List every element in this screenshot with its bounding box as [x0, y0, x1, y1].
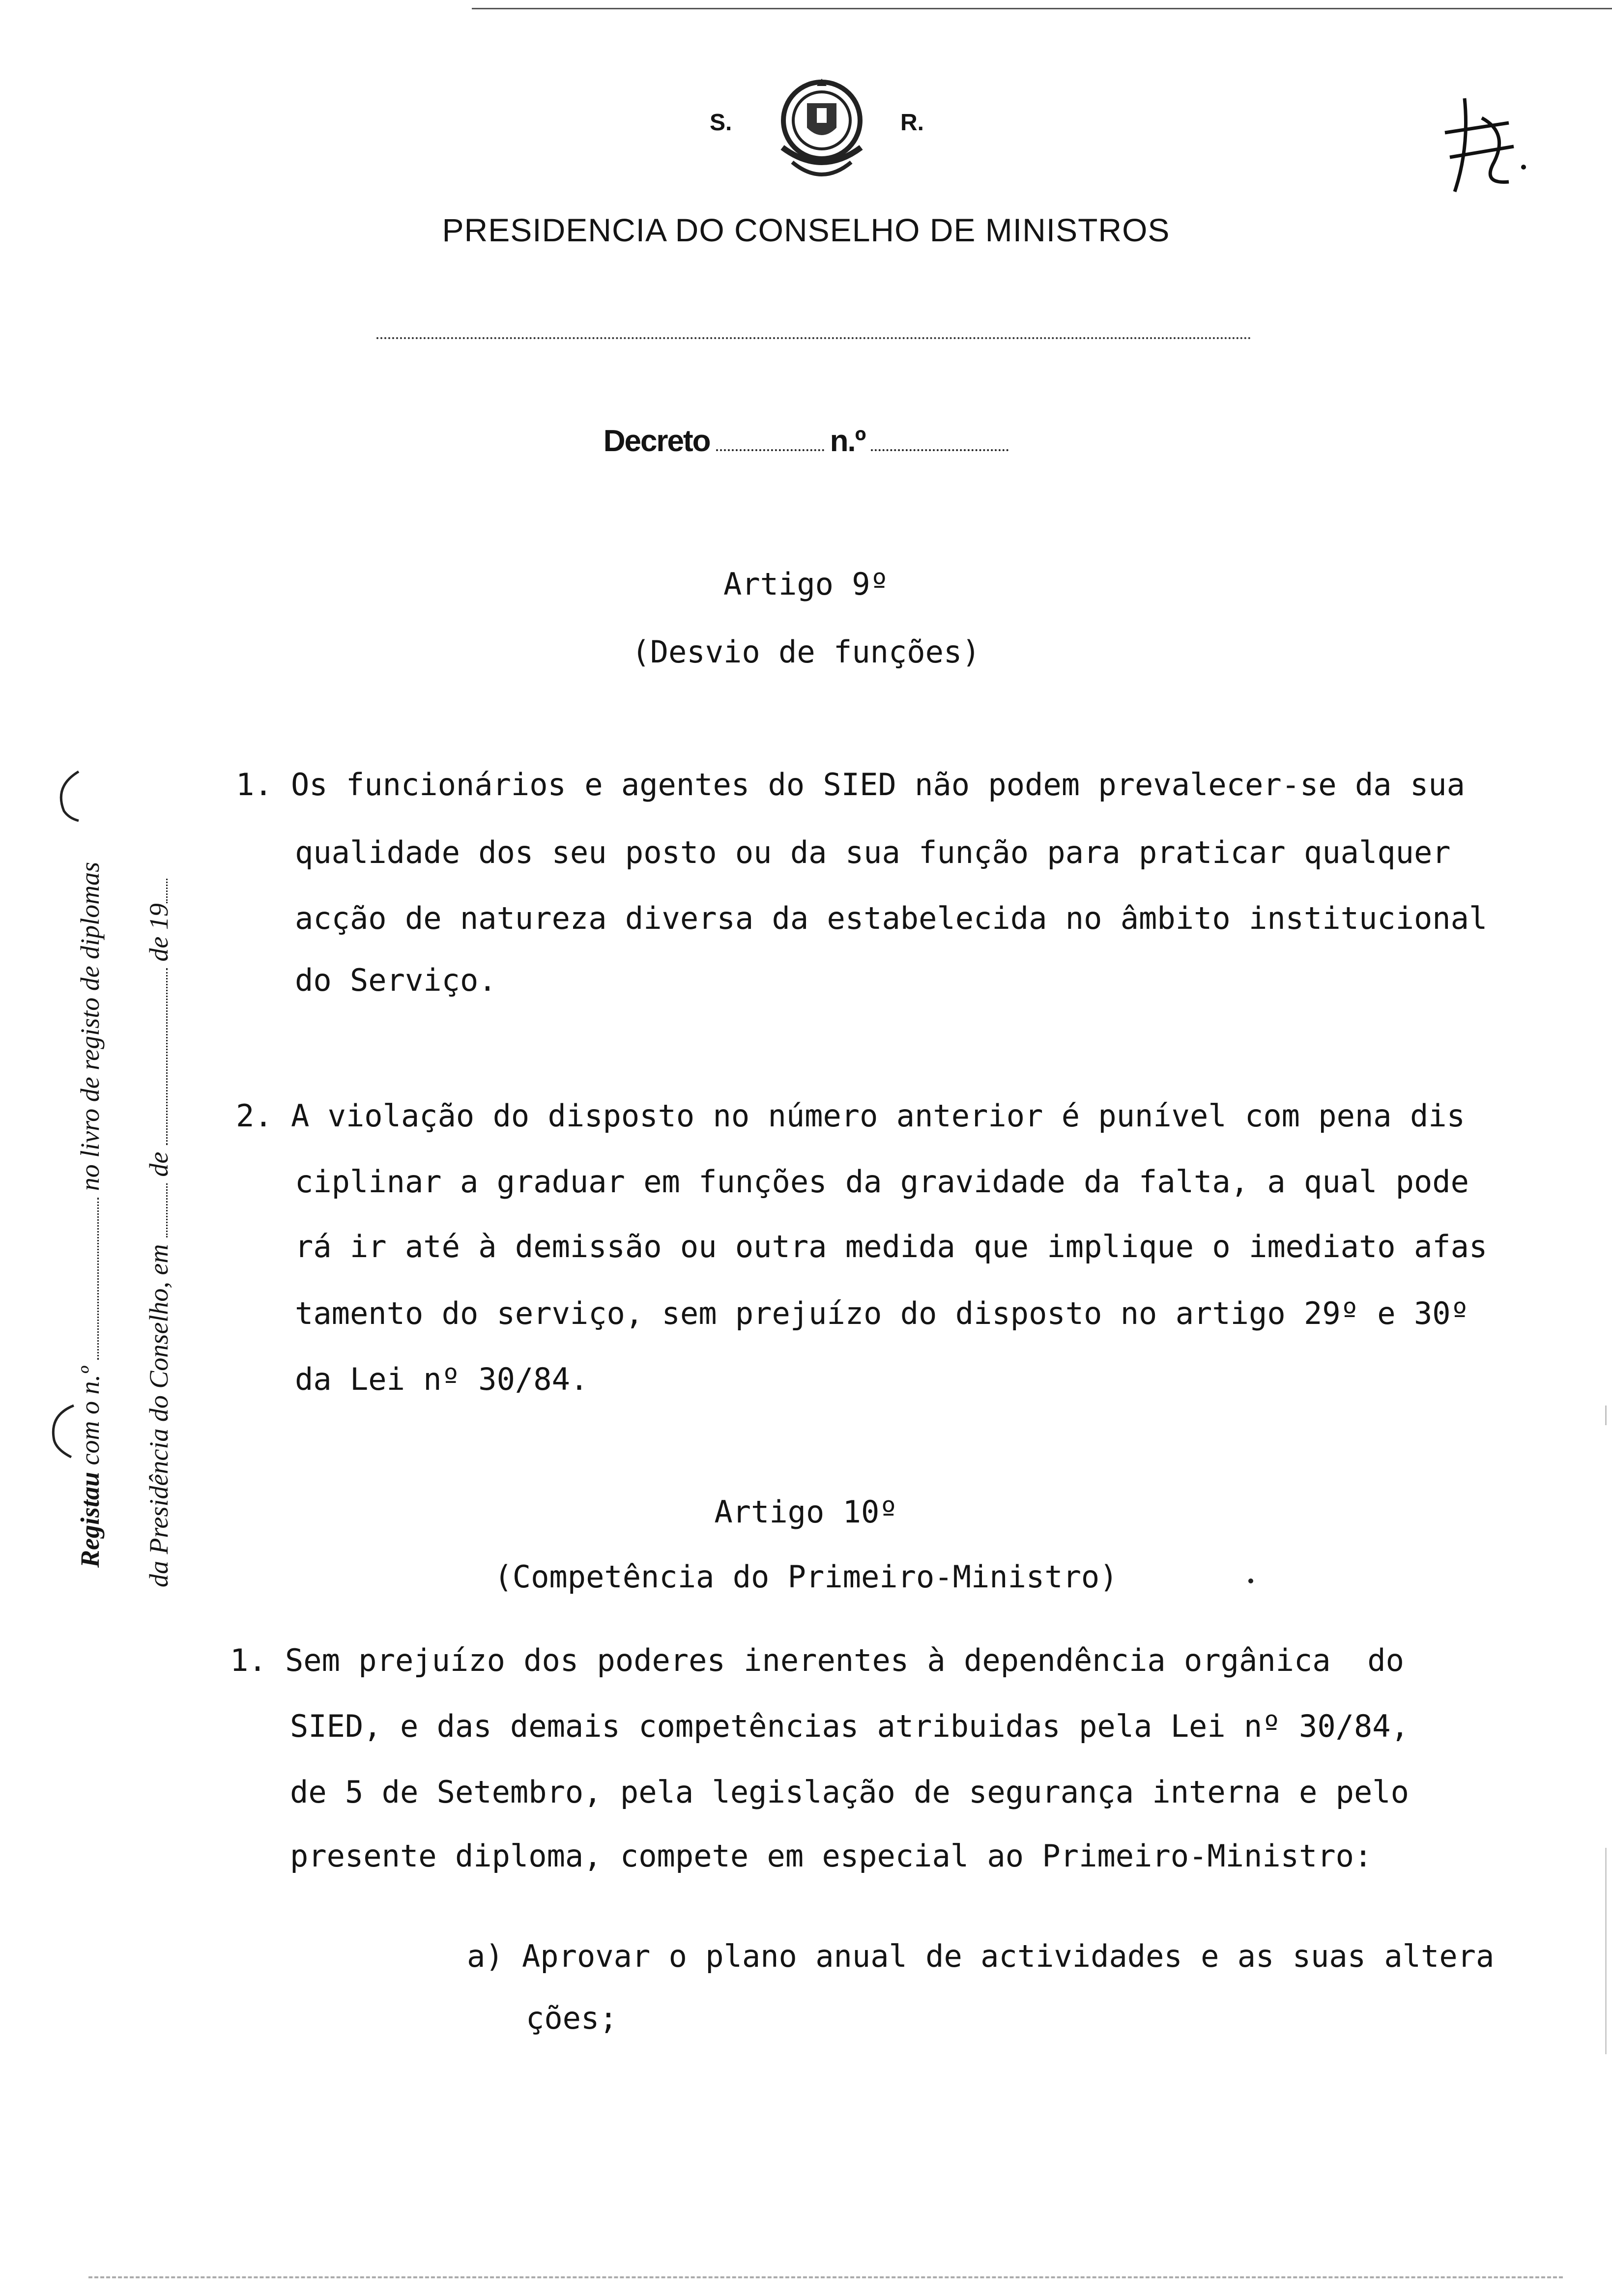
margin-registado-label: Registau: [75, 1471, 105, 1568]
margin-com-numero-label: com o n.º: [75, 1366, 105, 1465]
article-9-item-2-line-5: da Lei nº 30/84.: [295, 1361, 589, 1397]
article-10-title: Artigo 10º: [714, 1494, 898, 1530]
letterhead-dotted-separator: [376, 337, 1251, 339]
top-scan-rule: [472, 8, 1612, 9]
article-9-item-2-line-2: ciplinar a graduar em funções da gravidade da falta, a qual pode: [295, 1164, 1469, 1200]
margin-blank: [97, 1198, 99, 1360]
coat-of-arms-emblem: [768, 74, 876, 187]
margin-presidencia-label: da Presidência do Conselho, em: [144, 1244, 173, 1587]
margin-registration-line-2: [144, 879, 174, 1587]
decreto-label: Decreto: [603, 424, 710, 458]
margin-blank: [166, 879, 168, 903]
article-9-item-1-line-2: qualidade dos seu posto ou da sua função para praticar qualquer: [295, 834, 1451, 870]
margin-bracket-mark: [44, 1401, 79, 1460]
decreto-blank: [716, 449, 824, 451]
article-9-item-1-line-4: do Serviço.: [295, 962, 497, 998]
article-10-item-1-line-4: presente diploma, compete em especial ao Primeiro-Ministro:: [290, 1838, 1373, 1874]
article-9-item-1-line-3: acção de natureza diversa da estabelecida no âmbito institucional: [295, 900, 1488, 936]
article-9-item-1-line-1: 1. Os funcionários e agentes do SIED não podem prevalecer-se da sua: [236, 767, 1465, 803]
stray-dot-mark: [1248, 1578, 1253, 1583]
article-10-item-a-line-1: a) Aprovar o plano anual de actividades e as suas altera: [467, 1938, 1495, 1974]
article-10-subtitle: (Competência do Primeiro-Ministro): [494, 1559, 1118, 1595]
scan-edge-mark: [1605, 1406, 1607, 1425]
bottom-scan-rule: [88, 2276, 1563, 2280]
letterhead-left-letter: S.: [710, 110, 732, 136]
margin-registration-line-1: [75, 862, 105, 1568]
article-10-item-1-line-3: de 5 de Setembro, pela legislação de segurança interna e pelo: [290, 1774, 1409, 1810]
article-9-title: Artigo 9º: [723, 566, 889, 602]
letterhead-right-letter: R.: [900, 110, 924, 136]
ministry-heading: PRESIDENCIA DO CONSELHO DE MINISTROS: [442, 212, 1170, 248]
article-9-item-2-line-1: 2. A violação do disposto no número anterior é punível com pena dis: [236, 1098, 1465, 1134]
article-9-item-2-line-3: rá ir até à demissão ou outra medida que implique o imediato afas: [295, 1229, 1488, 1264]
numero-label: n.º: [830, 424, 865, 458]
margin-year-label: de 19: [144, 903, 173, 962]
margin-de-label: de: [144, 1151, 173, 1177]
margin-bracket-mark: [49, 767, 84, 826]
margin-blank: [166, 1183, 168, 1237]
article-9-item-2-line-4: tamento do serviço, sem prejuízo do disposto no artigo 29º e 30º: [295, 1295, 1469, 1331]
scan-edge-mark: [1605, 1848, 1607, 2054]
margin-livro-label: no livro de registo de diplomas: [75, 861, 105, 1191]
article-10-item-1-line-1: 1. Sem prejuízo dos poderes inerentes à dependência orgânica do: [230, 1642, 1404, 1678]
margin-blank: [166, 968, 168, 1145]
article-10-item-a-line-2: ções;: [526, 2000, 618, 2036]
numero-blank: [871, 449, 1008, 451]
article-9-subtitle: (Desvio de funções): [632, 634, 980, 670]
handwritten-signature-mark: [1435, 88, 1533, 201]
decree-number-line: [0, 424, 1612, 459]
article-10-item-1-line-2: SIED, e das demais competências atribuidas pela Lei nº 30/84,: [290, 1708, 1409, 1744]
